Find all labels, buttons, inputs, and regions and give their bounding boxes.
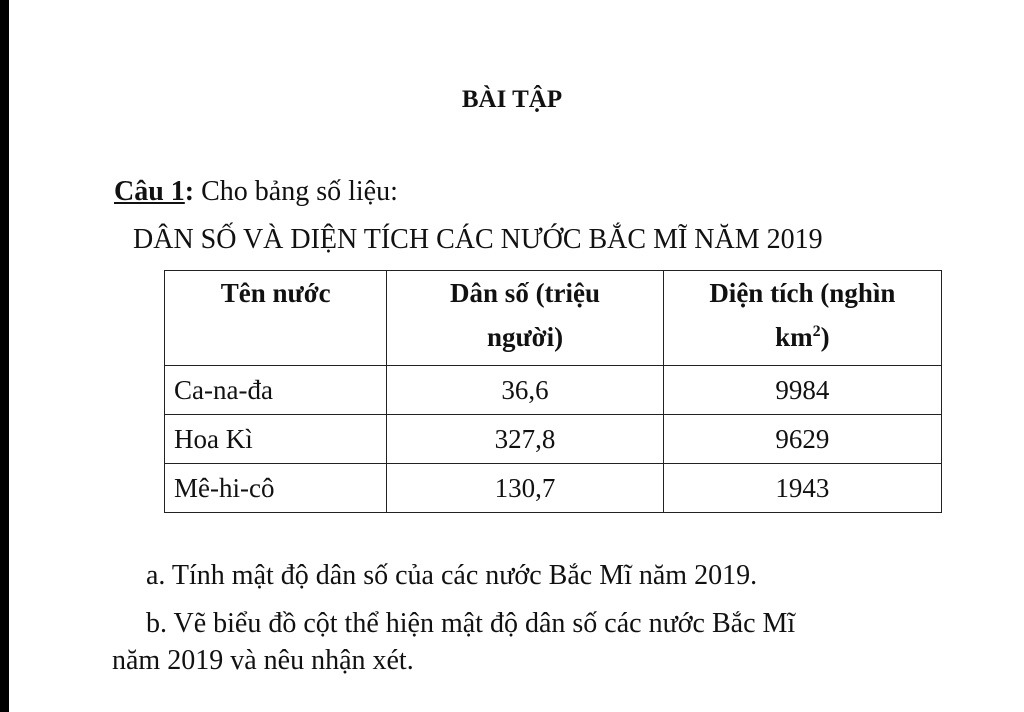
cell-country: Mê-hi-cô bbox=[165, 464, 387, 513]
table-title: DÂN SỐ VÀ DIỆN TÍCH CÁC NƯỚC BẮC MĨ NĂM 2019 bbox=[133, 224, 823, 255]
question-line bbox=[114, 176, 398, 208]
header-population bbox=[387, 271, 663, 366]
header-area bbox=[663, 271, 941, 366]
cell-country: Hoa Kì bbox=[165, 415, 387, 464]
table-row bbox=[165, 366, 942, 415]
document-title: BÀI TẬP bbox=[461, 86, 563, 113]
cell-population: 36,6 bbox=[387, 366, 663, 415]
cell-area: 1943 bbox=[663, 464, 941, 513]
cell-area: 9629 bbox=[663, 415, 941, 464]
cell-area: 9984 bbox=[663, 366, 941, 415]
question-text: Cho bảng số liệu: bbox=[194, 176, 398, 207]
task-a: a. Tính mật độ dân số của các nước Bắc Mĩ năm 2019. bbox=[146, 560, 758, 591]
data-table bbox=[164, 270, 942, 513]
cell-population: 327,8 bbox=[387, 415, 663, 464]
header-area-line2-end: ) bbox=[820, 322, 830, 352]
header-area-line1: Diện tích (nghìn bbox=[709, 278, 896, 308]
header-country-label: Tên nước bbox=[220, 278, 331, 308]
table-row bbox=[165, 464, 942, 513]
cell-country: Ca-na-đa bbox=[165, 366, 387, 415]
task-b-line1: b. Vẽ biểu đồ cột thể hiện mật độ dân số các nước Bắc Mĩ bbox=[146, 608, 796, 639]
table-header-row bbox=[165, 271, 942, 366]
header-area-superscript: 2 bbox=[812, 323, 821, 340]
cell-population: 130,7 bbox=[387, 464, 663, 513]
header-country bbox=[165, 271, 387, 366]
header-population-line1: Dân số (triệu bbox=[450, 278, 601, 308]
header-population-line2: người) bbox=[486, 322, 564, 352]
question-colon: : bbox=[184, 176, 195, 207]
table-row bbox=[165, 415, 942, 464]
header-area-line2-base: km bbox=[775, 322, 813, 352]
task-b-line2: năm 2019 và nêu nhận xét. bbox=[112, 645, 414, 676]
question-label: Câu 1 bbox=[114, 176, 185, 207]
